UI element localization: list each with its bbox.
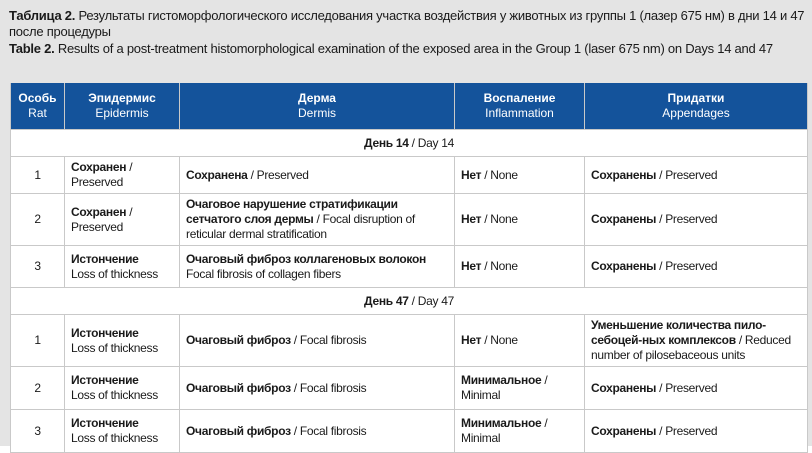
dermis-cell: Сохранена / Preserved bbox=[180, 157, 455, 194]
caption-ru-label: Таблица 2. bbox=[9, 8, 76, 23]
epidermis-cell: Истончение Loss of thickness bbox=[65, 315, 180, 367]
caption-en-label: Table 2. bbox=[9, 41, 55, 56]
header-dermis: Дерма Dermis bbox=[180, 83, 455, 130]
inflammation-cell: Нет / None bbox=[455, 194, 585, 246]
table-row bbox=[11, 157, 808, 194]
epidermis-cell: Истончение Loss of thickness bbox=[65, 367, 180, 410]
dermis-cell: Очаговый фиброз / Focal fibrosis bbox=[180, 315, 455, 367]
table-row bbox=[11, 194, 808, 246]
appendages-cell: Сохранены / Preserved bbox=[585, 246, 808, 288]
header-inflammation: Воспаление Inflammation bbox=[455, 83, 585, 130]
table-row bbox=[11, 367, 808, 410]
header-epidermis: Эпидермис Epidermis bbox=[65, 83, 180, 130]
section-row-day-14 bbox=[11, 130, 808, 157]
appendages-cell: Уменьшение количества пило-себоцей-ных комплексов / Reduced number of pilosebaceous units bbox=[585, 315, 808, 367]
section-title: День 14 / Day 14 bbox=[11, 130, 808, 157]
epidermis-cell: Сохранен / Preserved bbox=[65, 157, 180, 194]
inflammation-cell: Минимальное / Minimal bbox=[455, 367, 585, 410]
rat-cell: 1 bbox=[11, 315, 65, 367]
caption-english bbox=[9, 41, 805, 57]
table-caption bbox=[9, 8, 805, 57]
header-appendages: Придатки Appendages bbox=[585, 83, 808, 130]
appendages-cell: Сохранены / Preserved bbox=[585, 194, 808, 246]
inflammation-cell: Нет / None bbox=[455, 246, 585, 288]
dermis-cell: Очаговый фиброз / Focal fibrosis bbox=[180, 367, 455, 410]
table-row bbox=[11, 246, 808, 288]
section-title: День 47 / Day 47 bbox=[11, 288, 808, 315]
rat-cell: 3 bbox=[11, 410, 65, 453]
table-row bbox=[11, 410, 808, 453]
appendages-cell: Сохранены / Preserved bbox=[585, 410, 808, 453]
header-rat: Особь Rat bbox=[11, 83, 65, 130]
rat-cell: 1 bbox=[11, 157, 65, 194]
appendages-cell: Сохранены / Preserved bbox=[585, 157, 808, 194]
header-row bbox=[11, 83, 808, 130]
inflammation-cell: Минимальное / Minimal bbox=[455, 410, 585, 453]
dermis-cell: Очаговое нарушение стратификации сетчатого слоя дермы / Focal disruption of reticular dermal stratification bbox=[180, 194, 455, 246]
results-table bbox=[10, 83, 808, 453]
dermis-cell: Очаговый фиброз коллагеновых волокон Focal fibrosis of collagen fibers bbox=[180, 246, 455, 288]
rat-cell: 2 bbox=[11, 194, 65, 246]
dermis-cell: Очаговый фиброз / Focal fibrosis bbox=[180, 410, 455, 453]
caption-en-text: Results of a post-treatment histomorphological examination of the exposed area in the Group 1 (laser 675 nm) on Days 14 and 47 bbox=[54, 41, 773, 56]
inflammation-cell: Нет / None bbox=[455, 315, 585, 367]
inflammation-cell: Нет / None bbox=[455, 157, 585, 194]
appendages-cell: Сохранены / Preserved bbox=[585, 367, 808, 410]
epidermis-cell: Истончение Loss of thickness bbox=[65, 246, 180, 288]
rat-cell: 2 bbox=[11, 367, 65, 410]
epidermis-cell: Сохранен / Preserved bbox=[65, 194, 180, 246]
epidermis-cell: Истончение Loss of thickness bbox=[65, 410, 180, 453]
section-row-day-47 bbox=[11, 288, 808, 315]
rat-cell: 3 bbox=[11, 246, 65, 288]
caption-ru-text: Результаты гистоморфологического исследования участка воздействия у животных из группы 1 (лазер 675 нм) в дни 14 и 47 после процедуры bbox=[9, 8, 805, 39]
caption-russian bbox=[9, 8, 805, 40]
table-row bbox=[11, 315, 808, 367]
